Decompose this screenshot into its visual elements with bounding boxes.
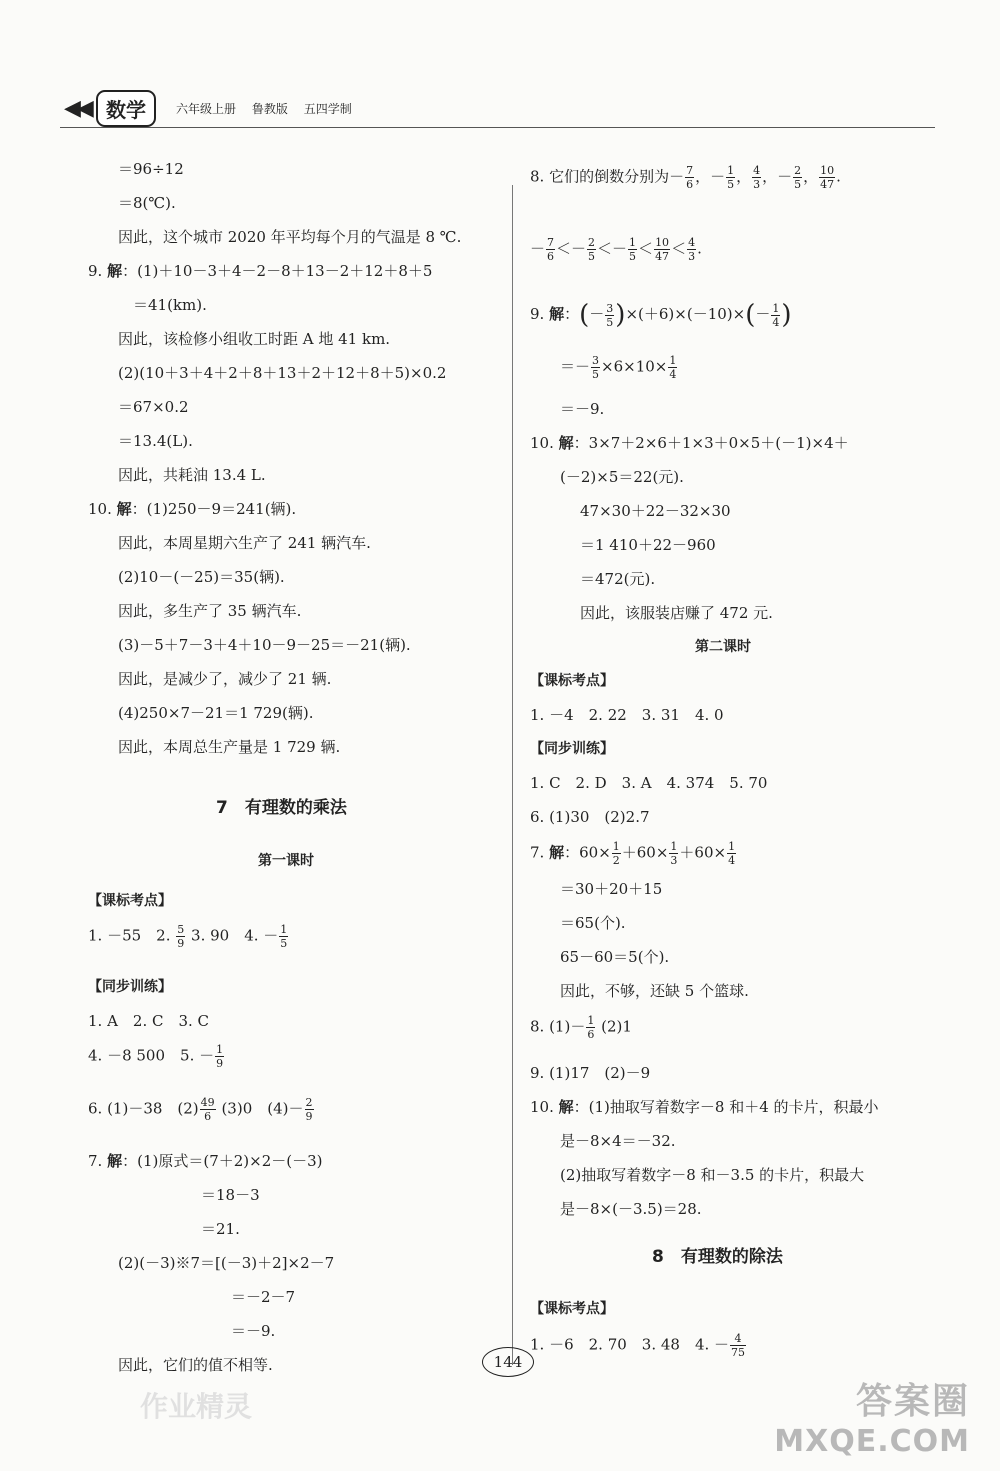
fraction (176, 923, 185, 950)
text-line: ：3×7＋2×6＋1×3＋0×5＋(－1)×4＋ (573, 434, 849, 452)
fraction (752, 164, 761, 191)
text-line: ＝41(km). (133, 296, 207, 314)
question-10 (88, 498, 296, 519)
numerator: 7 (547, 236, 555, 249)
denominator: 5 (280, 937, 288, 950)
text-run: (3)0 (4)－ (221, 1099, 304, 1118)
denominator: 9 (177, 937, 185, 950)
text-run: － (530, 239, 546, 258)
text-line: 47×30＋22－32×30 (580, 502, 731, 520)
text-run: 6. (1)－38 (2) (88, 1099, 199, 1118)
answer-line (88, 1043, 225, 1070)
system-label: 五四学制 (303, 102, 352, 116)
section-title: 7 有理数的乘法 (216, 798, 347, 818)
numerator: 4 (753, 164, 761, 177)
fraction (687, 236, 696, 263)
fraction: $\frac{1}{2}$ (612, 840, 620, 867)
fraction: $\frac{1}{4}$ (728, 840, 736, 867)
text-run: 1. －6 2. 70 3. 48 4. － (530, 1335, 730, 1354)
text-line: 因此，不够，还缺 5 个篮球. (560, 982, 749, 1000)
text-line: (2)(10＋3＋4＋2＋8＋13＋2＋12＋8＋5)×0.2 (118, 364, 447, 382)
answer-line (88, 1096, 315, 1123)
fraction (726, 164, 735, 191)
numerator: 1 (280, 923, 288, 936)
solution-label: 解 (549, 843, 565, 862)
text-line: ：(1)抽取写着数字－8 和＋4 的卡片，积最小 (573, 1098, 879, 1116)
text-line: ＝－2－7 (231, 1288, 296, 1306)
text-run: ＜ (671, 239, 687, 258)
header-info (176, 100, 364, 117)
text-run: － (755, 305, 771, 323)
text-line: 因此，它们的值不相等. (118, 1356, 273, 1374)
text-run: ， (736, 167, 752, 186)
denominator: 5 (588, 250, 596, 263)
answer-line (530, 1332, 747, 1359)
answer-line: 9. (1)17 (2)－9 (530, 1064, 651, 1082)
page-number: 144 (482, 1347, 534, 1377)
numerator: 10 (655, 236, 670, 249)
numerator: 1 (216, 1043, 224, 1056)
fraction (305, 1096, 314, 1123)
fraction: $\frac{1}{6}$ (587, 1014, 595, 1041)
edition-label: 鲁教版 (251, 102, 288, 116)
text-run: ：60× (564, 843, 611, 862)
text-line: 因此，本周星期六生产了 241 辆汽车. (118, 534, 371, 552)
text-line: 因此，这个城市 2020 年平均每个月的气温是 8 ℃. (118, 228, 462, 246)
question-10 (530, 1096, 879, 1117)
answer-line (88, 923, 289, 950)
numerator: 1 (629, 236, 637, 249)
section-tag: 【课标考点】 (88, 893, 172, 909)
question-9: 9. 解：(－ $\frac{3}{5}$ )×(＋6)×(－10)×(－ $\frac{1}{4}$ ) (530, 300, 792, 330)
text-run: . (836, 167, 841, 186)
text-run: . (697, 239, 702, 258)
subject-logo: 数学 (96, 90, 156, 127)
question-number: 9. (88, 262, 103, 280)
fraction (279, 923, 288, 950)
text-line: ＝96÷12 (118, 160, 184, 178)
fraction: $\frac{3}{5}$ (606, 301, 614, 329)
denominator: 9 (216, 1057, 224, 1070)
fraction (628, 236, 637, 263)
fraction: $\frac{1}{4}$ (669, 354, 677, 381)
answer-line (530, 236, 702, 263)
header-rule (60, 127, 935, 128)
column-divider (512, 185, 513, 1365)
numerator: 4 (688, 236, 696, 249)
question-number: 7. (530, 843, 545, 862)
question-number: 7. (88, 1152, 103, 1170)
solution-label: 解 (558, 1098, 574, 1116)
text-line: (2)10－(－25)＝35(辆). (118, 568, 285, 586)
fraction (685, 164, 694, 191)
numerator: 2 (794, 164, 802, 177)
text-line: ＝18－3 (201, 1186, 260, 1204)
text-line: ＝472(元). (580, 570, 656, 588)
numerator: 5 (177, 923, 185, 936)
text-line: ＝－9. (560, 400, 605, 418)
text-run: － (589, 305, 605, 323)
text-run: 1. －55 2. (88, 926, 171, 945)
denominator: 5 (727, 178, 735, 191)
solution-label: 解 (107, 1152, 123, 1170)
fraction (654, 236, 670, 263)
numerator: 4 (730, 1332, 746, 1346)
denominator: 5 (794, 178, 802, 191)
text-line: ＝－9. (231, 1322, 276, 1340)
solution-label: 解 (107, 262, 123, 280)
text-run: ： (564, 305, 580, 323)
text-run: ×6×10× (601, 357, 668, 376)
numerator: 1 (727, 164, 735, 177)
text-run: ＝－ (560, 357, 591, 376)
section-tag: 【课标考点】 (530, 673, 614, 689)
text-run: ×(＋6)×(－10)× (625, 305, 746, 323)
section-tag: 【同步训练】 (88, 979, 172, 995)
text-line: 因此，本周总生产量是 1 729 辆. (118, 738, 341, 756)
question-10 (530, 432, 849, 453)
text-run: ＜－ (556, 239, 587, 258)
fraction (587, 236, 596, 263)
text-line: ＝21. (201, 1220, 240, 1238)
lesson-title: 第二课时 (695, 639, 751, 655)
text-line: ＝65(个). (560, 914, 626, 932)
text-run: 3. 90 4. － (191, 926, 279, 945)
section-tag: 【课标考点】 (530, 1301, 614, 1317)
numerator: 7 (686, 164, 694, 177)
faint-stamp: 作业精灵 (140, 1390, 253, 1423)
text-line: 是－8×4＝－32. (560, 1132, 676, 1150)
denominator: 5 (629, 250, 637, 263)
answer-line (530, 164, 841, 191)
question-number: 10. (530, 1098, 554, 1116)
text-line: 因此，是减少了，减少了 21 辆. (118, 670, 332, 688)
fraction (546, 236, 555, 263)
fraction: $\frac{1}{4}$ (772, 301, 780, 329)
question-9 (88, 260, 432, 281)
solution-label: 解 (549, 305, 565, 323)
denominator: 3 (688, 250, 696, 263)
answer-line: 1. C 2. D 3. A 4. 374 5. 70 (530, 774, 768, 792)
answer-line: 6. (1)30 (2)2.7 (530, 808, 650, 826)
solution-label: 解 (116, 500, 132, 518)
text-run: 4. －8 500 5. － (88, 1046, 215, 1065)
text-run: ， (803, 167, 819, 186)
text-line: ＝67×0.2 (118, 398, 189, 416)
section-tag: 【同步训练】 (530, 741, 614, 757)
answer-line: 1. －4 2. 22 3. 31 4. 0 (530, 706, 724, 724)
text-run: ＜ (638, 239, 654, 258)
question-number: 9. (530, 305, 545, 323)
fraction (793, 164, 802, 191)
text-line: 65－60＝5(个). (560, 948, 670, 966)
text-line: ＝30＋20＋15 (560, 880, 663, 898)
text-run: ，－ (762, 167, 793, 186)
text-line: (2)(－3)※7＝[(－3)＋2]×2－7 (118, 1254, 335, 1272)
denominator: 6 (686, 178, 694, 191)
section-title: 8 有理数的除法 (652, 1247, 783, 1267)
text-line: ：(1)原式＝(7＋2)×2－(－3) (122, 1152, 323, 1170)
lesson-title: 第一课时 (258, 853, 314, 869)
text-line: 因此，多生产了 35 辆汽车. (118, 602, 302, 620)
text-line: ＝13.4(L). (118, 432, 193, 450)
fraction: $\frac{1}{3}$ (670, 840, 678, 867)
text-run: 8. 它们的倒数分别为－ (530, 167, 685, 186)
fraction: $\frac{3}{5}$ (592, 354, 600, 381)
text-line: (2)抽取写着数字－8 和－3.5 的卡片，积最大 (560, 1166, 865, 1184)
text-line: ：(1)250－9＝241(辆). (131, 500, 297, 518)
numerator: 10 (820, 164, 835, 177)
text-line: ：(1)＋10－3＋4－2－8＋13－2＋12＋8＋5 (122, 262, 433, 280)
question-7 (530, 840, 737, 867)
text-line: 因此，该检修小组收工时距 A 地 41 km. (118, 330, 391, 348)
denominator: 47 (820, 178, 835, 191)
denominator: 6 (547, 250, 555, 263)
denominator: 6 (204, 1110, 212, 1123)
text-line: 因此，该服装店赚了 472 元. (580, 604, 773, 622)
answer-line (530, 1014, 632, 1041)
numerator: 2 (588, 236, 596, 249)
question-number: 10. (88, 500, 112, 518)
text-run: ，－ (695, 167, 726, 186)
text-line: ＝1 410＋22－960 (580, 536, 716, 554)
fraction (819, 164, 835, 191)
denominator: 47 (655, 250, 670, 263)
watermark-url: MXQE.COM (774, 1424, 970, 1459)
text-run: (2)1 (601, 1017, 632, 1036)
question-7 (88, 1150, 323, 1171)
text-line: ＝8(℃). (118, 194, 176, 212)
page-header (60, 88, 935, 128)
text-run: ＜－ (597, 239, 628, 258)
denominator: 75 (731, 1346, 746, 1359)
denominator: 9 (305, 1110, 313, 1123)
text-run: 8. (1)－ (530, 1017, 586, 1036)
watermark-text: 答案圈 (855, 1381, 970, 1422)
text-run: ＋60× (679, 843, 727, 862)
grade-label: 六年级上册 (176, 102, 237, 116)
text-line: (4)250×7－21＝1 729(辆). (118, 704, 314, 722)
double-arrow-icon: ◀◀ (64, 96, 90, 121)
text-line: 是－8×(－3.5)＝28. (560, 1200, 702, 1218)
text-line: 因此，共耗油 13.4 L. (118, 466, 266, 484)
text-run: ＋60× (621, 843, 669, 862)
fraction (730, 1332, 746, 1359)
numerator: 2 (305, 1096, 313, 1109)
watermark (774, 1373, 970, 1459)
denominator: 3 (753, 178, 761, 191)
fraction (215, 1043, 224, 1070)
numerator: 49 (200, 1096, 215, 1109)
answer-line: 1. A 2. C 3. C (88, 1012, 210, 1030)
text-line: (－2)×5＝22(元). (560, 468, 684, 486)
question-number: 10. (530, 434, 554, 452)
fraction (200, 1096, 216, 1123)
solution-label: 解 (558, 434, 574, 452)
text-line: (3)－5＋7－3＋4＋10－9－25＝－21(辆). (118, 636, 411, 654)
answer-line (560, 354, 678, 381)
